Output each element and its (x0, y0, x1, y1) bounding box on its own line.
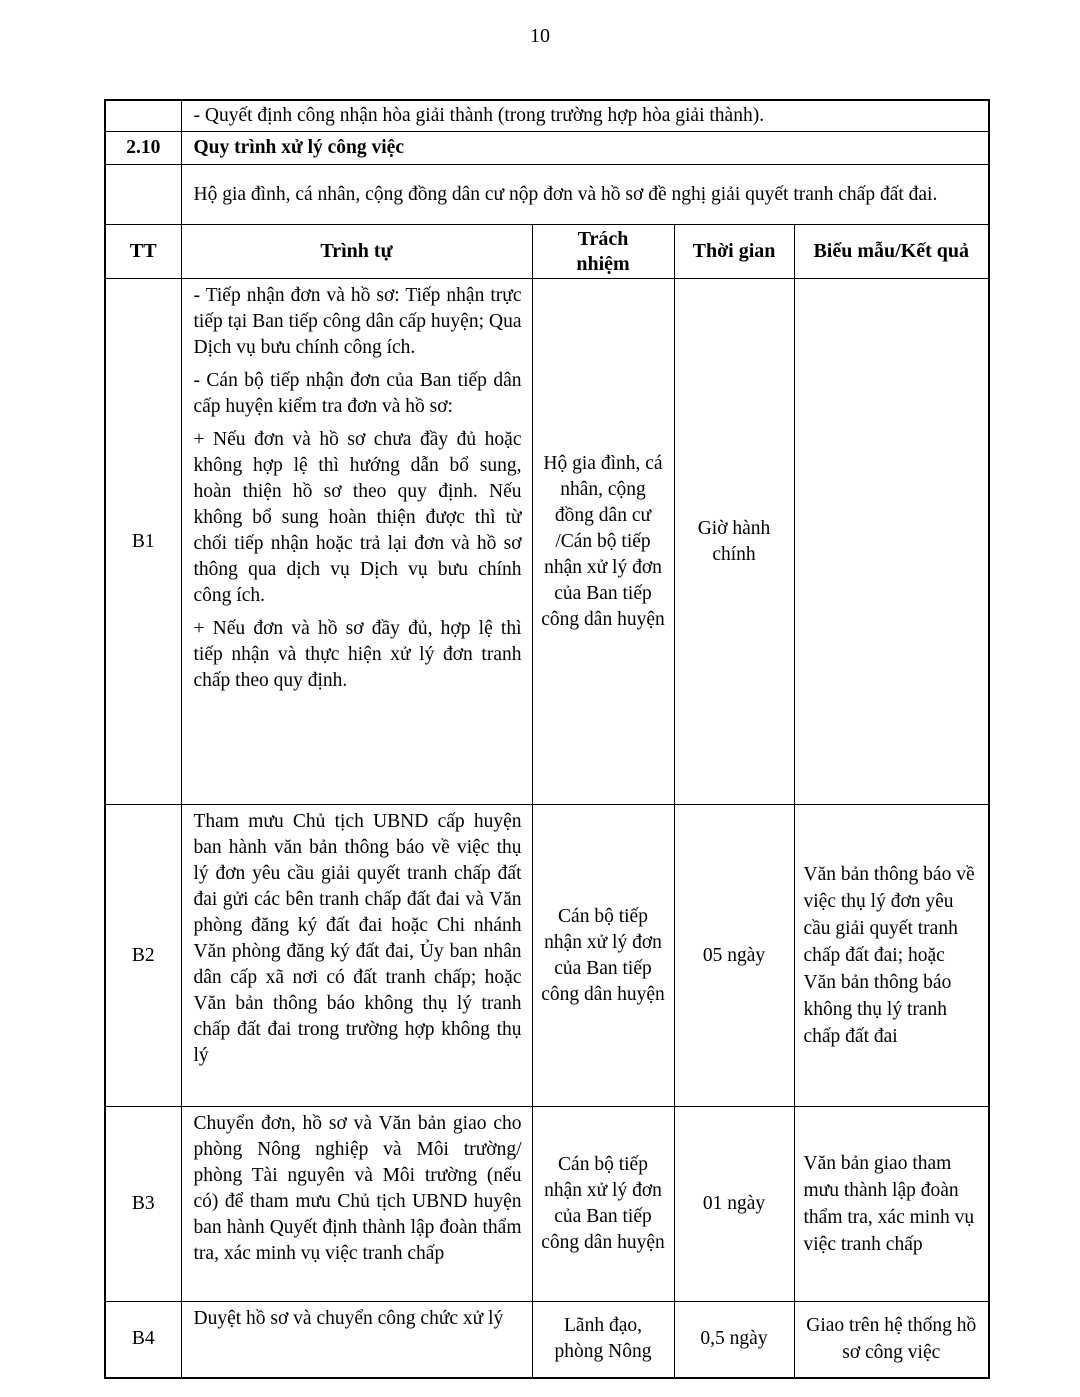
tt-cell (105, 100, 181, 132)
table-row-step-b3 (105, 1107, 989, 1302)
header-responsibility: Trách nhiệm (532, 225, 674, 279)
step-time: 0,5 ngày (674, 1302, 794, 1378)
sequence-paragraph: Chuyển đơn, hồ sơ và Văn bản giao cho phòng Nông nghiệp và Môi trường/ phòng Tài nguyên và Môi trường (nếu có) để tham mưu Chủ tịch UBND huyện ban hành Quyết định thành lập đoàn thẩm tra, xác minh vụ việc tranh chấp (193, 1113, 522, 1264)
step-responsibility: Cán bộ tiếp nhận xử lý đơn của Ban tiếp công dân huyện (532, 1107, 674, 1302)
table-row-step-b1 (105, 279, 989, 805)
step-responsibility: Lãnh đạo, phòng Nông (532, 1302, 674, 1378)
header-form-result: Biểu mẫu/Kết quả (794, 225, 989, 279)
section-title: Quy trình xử lý công việc (181, 132, 989, 165)
sequence-paragraph: Tham mưu Chủ tịch UBND cấp huyện ban hành văn bản thông báo về việc thụ lý đơn yêu cầu giải quyết tranh chấp đất đai gửi các bên tranh chấp đất đai và Văn phòng đăng ký đất đai hoặc Chi nhánh Văn phòng đăng ký đất đai, Ủy ban nhân dân cấp xã nơi có đất tranh chấp; hoặc Văn bản thông báo không thụ lý tranh chấp đất đai trong trường hợp không thụ lý (193, 811, 522, 1066)
step-responsibility: Cán bộ tiếp nhận xử lý đơn của Ban tiếp công dân huyện (532, 805, 674, 1107)
step-result (794, 279, 989, 805)
page-number: 10 (530, 25, 550, 47)
header-time: Thời gian (674, 225, 794, 279)
section-number: 2.10 (105, 132, 181, 165)
step-result: Văn bản thông báo về việc thụ lý đơn yêu cầu giải quyết tranh chấp đất đai; hoặc Văn bản thông báo không thụ lý tranh chấp đất đai (794, 805, 989, 1107)
table-row-step-b2 (105, 805, 989, 1107)
sequence-paragraph: + Nếu đơn và hồ sơ chưa đầy đủ hoặc không hợp lệ thì hướng dẫn bổ sung, hoàn thiện hồ sơ theo quy định. Nếu không bổ sung hoàn thiện được thì từ chối tiếp nhận hoặc trả lại đơn và hồ sơ thông qua dịch vụ Dịch vụ bưu chính công ích. (193, 429, 522, 606)
table-row-process-intro (105, 165, 989, 225)
step-sequence-cell (181, 1107, 532, 1302)
process-intro-text: Hộ gia đình, cá nhân, cộng đồng dân cư nộp đơn và hồ sơ đề nghị giải quyết tranh chấp đất đai. (181, 165, 989, 225)
header-sequence: Trình tự (181, 225, 532, 279)
step-sequence-cell (181, 805, 532, 1107)
step-sequence-cell (181, 279, 532, 805)
step-id: B1 (105, 279, 181, 805)
header-tt: TT (105, 225, 181, 279)
step-id: B3 (105, 1107, 181, 1302)
step-time: 01 ngày (674, 1107, 794, 1302)
sequence-paragraph: - Tiếp nhận đơn và hồ sơ: Tiếp nhận trực tiếp tại Ban tiếp công dân cấp huyện; Qua Dịch vụ bưu chính công ích. (193, 285, 522, 358)
decision-note-text: - Quyết định công nhận hòa giải thành (trong trường hợp hòa giải thành). (181, 100, 989, 132)
table-header-row (105, 225, 989, 279)
tt-cell (105, 165, 181, 225)
step-sequence-cell (181, 1302, 532, 1378)
step-id: B4 (105, 1302, 181, 1378)
sequence-paragraph: + Nếu đơn và hồ sơ đầy đủ, hợp lệ thì tiếp nhận và thực hiện xử lý đơn tranh chấp theo quy định. (193, 618, 522, 691)
step-time: Giờ hành chính (674, 279, 794, 805)
procedure-table (104, 99, 990, 1379)
step-result: Giao trên hệ thống hồ sơ công việc (794, 1302, 989, 1378)
table-row-decision-note (105, 100, 989, 132)
table-row-section-2-10 (105, 132, 989, 165)
step-id: B2 (105, 805, 181, 1107)
sequence-paragraph: Duyệt hồ sơ và chuyển công chức xử lý (193, 1308, 504, 1329)
table-row-step-b4 (105, 1302, 989, 1378)
step-responsibility: Hộ gia đình, cá nhân, cộng đồng dân cư /Cán bộ tiếp nhận xử lý đơn của Ban tiếp công dân huyện (532, 279, 674, 805)
step-result: Văn bản giao tham mưu thành lập đoàn thẩm tra, xác minh vụ việc tranh chấp (794, 1107, 989, 1302)
sequence-paragraph: - Cán bộ tiếp nhận đơn của Ban tiếp dân cấp huyện kiểm tra đơn và hồ sơ: (193, 370, 522, 417)
step-time: 05 ngày (674, 805, 794, 1107)
